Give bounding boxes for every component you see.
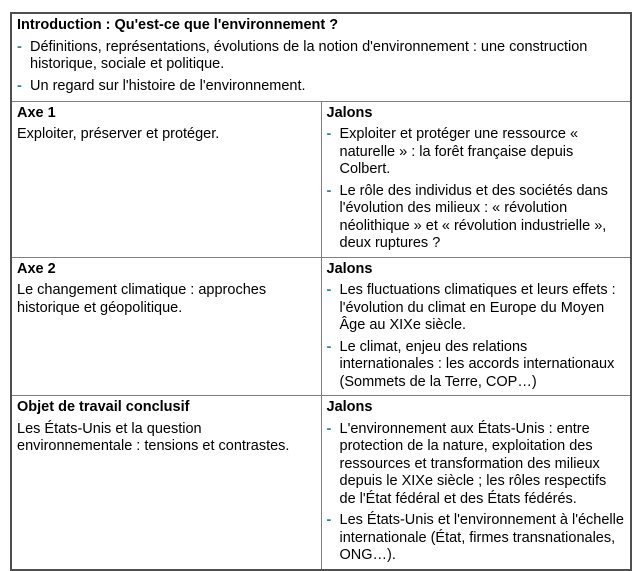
axis-description: Exploiter, préserver et protéger. <box>17 126 220 142</box>
axis-title: Objet de travail conclusif <box>17 399 190 415</box>
bullet-text: Exploiter et protéger une ressource « naturelle » : la forêt française depuis Colbert. <box>339 126 579 177</box>
jalon-bullet <box>327 282 626 335</box>
program-table <box>10 12 632 571</box>
bullet-text: L'environnement aux États-Unis : entre protection de la nature, exploitation des ressources et transformation des milieux depuis le XIXe siècle ; les rôles respectifs de l'État fédéral et des États fédérés. <box>339 420 607 507</box>
bullet-text: Définitions, représentations, évolutions de la notion d'environnement : une construction historique, sociale et politique. <box>30 38 588 72</box>
axis-description: Le changement climatique : approches historique et géopolitique. <box>17 282 267 316</box>
axis-description: Les États-Unis et la question environnementale : tensions et contrastes. <box>17 420 290 454</box>
jalon-bullet <box>327 339 626 392</box>
axe1-row <box>11 101 631 257</box>
axe1-jalons-cell <box>321 101 631 257</box>
conclusion-row <box>11 396 631 570</box>
bullet-text: Le rôle des individus et des sociétés dans l'évolution des milieux : « révolution néolithique » et « révolution industrielle », deux ruptures ? <box>339 182 608 251</box>
jalon-bullet <box>327 183 626 253</box>
jalon-bullet <box>327 512 626 565</box>
intro-cell <box>11 13 631 101</box>
conclusion-jalons-cell <box>321 396 631 570</box>
jalons-label: Jalons <box>326 260 373 277</box>
bullet-dash: - <box>326 338 332 355</box>
bullet-text: Les fluctuations climatiques et leurs effets : l'évolution du climat en Europe du Moyen Âge au XIXe siècle. <box>339 282 616 333</box>
axe2-jalons-cell <box>321 257 631 396</box>
bullet-dash: - <box>17 38 22 55</box>
bullet-text: Les États-Unis et l'environnement à l'échelle internationale (État, firmes transnationales, ONG…). <box>339 512 624 563</box>
intro-title-bold: Introduction : <box>17 17 111 33</box>
bullet-dash: - <box>326 182 332 199</box>
bullet-text: Un regard sur l'histoire de l'environnement. <box>30 77 306 94</box>
intro-bullet-1 <box>17 39 625 74</box>
bullet-text: Le climat, enjeu des relations internationales : les accords internationaux (Sommets de la Terre, COP…) <box>339 338 615 390</box>
axis-title: Axe 1 <box>17 104 56 121</box>
intro-row <box>11 13 631 101</box>
jalon-bullet <box>327 421 626 509</box>
conclusion-title-cell <box>11 396 321 570</box>
bullet-dash: - <box>326 126 332 142</box>
axe2-title-cell <box>11 257 321 396</box>
bullet-dash: - <box>326 282 332 298</box>
intro-title-rest: Qu'est-ce que l'environnement ? <box>110 17 339 33</box>
bullet-dash: - <box>326 512 332 528</box>
intro-bullet-2 <box>17 78 625 96</box>
jalon-bullet <box>327 126 626 179</box>
axe1-title-cell <box>11 101 321 257</box>
axe2-row <box>11 257 631 396</box>
bullet-dash: - <box>326 420 332 437</box>
jalons-label: Jalons <box>326 104 373 121</box>
intro-title <box>17 17 625 35</box>
jalons-label: Jalons <box>326 399 373 415</box>
axis-title: Axe 2 <box>17 260 56 277</box>
bullet-dash: - <box>17 77 22 94</box>
